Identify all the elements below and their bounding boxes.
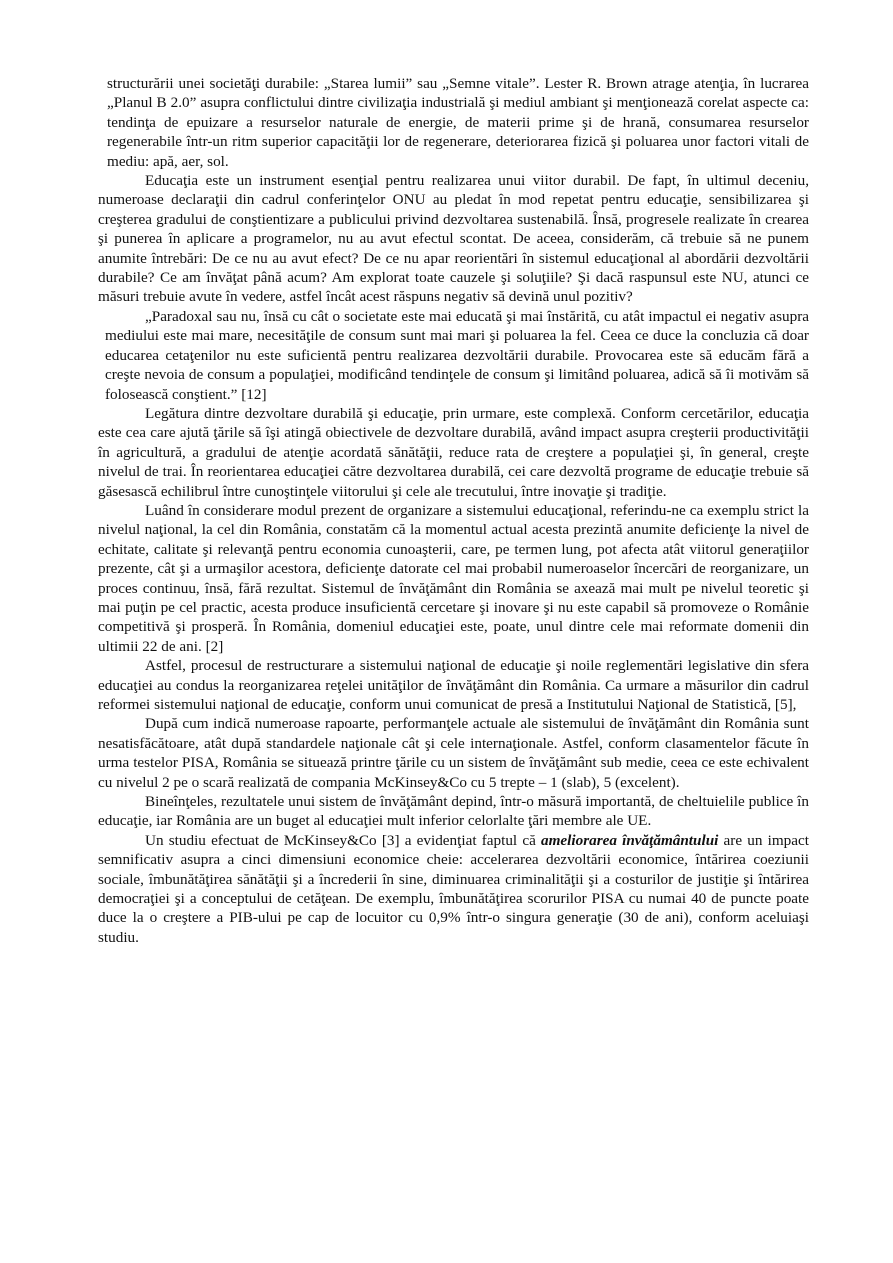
paragraph-restructuring: Astfel, procesul de restructurare a sistemului naţional de educaţie şi noile reglementări legislative din sfera educaţiei au condus la reorganizarea reţelei unităţilor de învăţământ din România. Ca urmare a măsurilor din cadrul reformei sistemului naţional de educaţie, conform unui comunicat de presă a Institutului Naţional de Statistică, [5], (98, 657, 809, 713)
paragraph-education-instrument: Educaţia este un instrument esenţial pentru realizarea unui viitor durabil. De fapt, în ultimul deceniu, numeroase declaraţii din cadrul conferinţelor ONU au pledat în mod repetat pentru educaţie, sensibilizarea şi creşterea gradului de conştientizare a publicului privind dezvoltarea sustenabilă. Însă, progresele realizate în crearea şi punerea în aplicare a programelor, nu au avut efectul scontat. De aceea, considerăm, că trebuie să ne punem anumite întrebări: De ce nu au avut efect? De ce nu apar reorientări în sistemul educaţional al abordării dezvoltării durabile? Ce am învăţat până acum? Am explorat toate cauzele şi soluţiile? Şi dacă raspunsul este NU, atunci ce măsuri trebuie avute în vedere, astfel încât acest răspuns negativ să devină unul pozitiv? (98, 172, 809, 306)
paragraph-text-after: are un impact semnificativ asupra a cinci dimensiuni economice cheie: accelerarea dezvoltării economice, întărirea coeziunii sociale, îmbunătăţirea sănătăţii şi a încrederii în sine, diminuarea criminalităţii şi a costurilor de justiţie şi întărirea democraţiei şi a conceptului de cetăţean. De exemplu, îmbunătăţirea scorurilor PISA cu numai 40 de puncte poate duce la o creştere a PIB-ului pe cap de locuitor cu 0,9% într-o singura generaţie (30 de ani), conform aceluiaşi studiu. (98, 831, 809, 946)
paragraph-sustainable-link: Legătura dintre dezvoltare durabilă şi educaţie, prin urmare, este complexă. Conform cercetărilor, educaţia este cea care ajută ţările să îşi atingă obiectivele de dezvoltare durabilă, având impact asupra creşterii productivităţii în agricultură, a gradului de atenţie acordată sănătăţii, reduce rata de creştere a populaţiei şi, în general, creşte nivelul de trai. În reorientarea educaţiei către dezvoltarea durabilă, cei care dezvoltă programe de educaţie trebuie să găsesască echilibrul între cunoştinţele viitorului şi cele ale trecutului, între inovaţie şi tradiţie. (98, 404, 809, 500)
paragraph-text-before: Un studiu efectuat de McKinsey&Co [3] a evidenţiat faptul că (145, 831, 542, 849)
paragraph-continuation: structurării unei societăţi durabile: „Starea lumii” sau „Semne vitale”. Lester R. Brown atrage atenţia, în lucrarea „Planul B 2.0” asupra conflictului dintre civilizaţia industrială şi mediul ambiant şi menţionează corelat aspecte ca: tendinţa de epuizare a resurselor naturale de energie, de materii prime şi de hrană, consumarea resurselor regenerabile într-un ritm superior capacităţii lor de regenerare, deteriorarea fizică şi poluarea unor factori vitali de mediu: apă, aer, sol. (107, 75, 809, 170)
paragraph-quote-paradox: „Paradoxal sau nu, însă cu cât o societate este mai educată şi mai înstărită, cu atât impactul ei negativ asupra mediului este mai mare, necesităţile de consum sunt mai mari şi poluarea la fel. Ceea ce duce la concluzia că doar educarea cetaţenilor nu este suficientă pentru realizarea dezvoltării durabile. Provocarea este să educăm fără a creşte nevoia de consum a populaţiei, modificând tendinţele de consum şi limitând poluarea, adică să îi motivăm să folosească conştient.” [12] (105, 307, 809, 403)
paragraph-mckinsey-study (98, 831, 809, 947)
paragraph-romania-system: Luând în considerare modul prezent de organizare a sistemului educaţional, referindu-ne ca exemplu strict la nivelul naţional, la cel din România, constatăm că la momentul actual acesta prezintă anumite deficienţe la nivel de echitate, calitate şi relevanţă pentru economia cunoaşterii, care, pe termen lung, pot afecta atât viitorul generaţiilor prezente, cât şi a urmaşilor acestora, deficienţe datorate cel mai probabil numeroaselor încercări de reorganizare, un proces continuu, însă, fără rezultat. Sistemul de învăţământ din România se axează mai mult pe nivelul teoretic şi mai puţin pe cel practic, acesta produce insuficientă cercetare şi inovare şi nu este capabil să promoveze o Românie competitivă şi prosperă. În România, domeniul educaţiei este, poate, unul dintre cele mai reformate domenii din ultimii 22 de ani. [2] (98, 501, 809, 655)
emphasis-text: ameliorarea învăţământului (541, 831, 719, 849)
paragraph-pisa-performance: După cum indică numeroase rapoarte, performanţele actuale ale sistemului de învăţământ din România sunt nesatisfăcătoare, atât după standardele naţionale cât şi cele internaţionale. Astfel, conform clasamentelor făcute în urma testelor PISA, România se situează printre ţările cu un sistem de învăţământ sub medie, ceea ce este echivalent cu nivelul 2 pe o scară realizată de compania McKinsey&Co cu 5 trepte – 1 (slab), 5 (excelent). (98, 715, 809, 791)
paragraph-budget: Bineînţeles, rezultatele unui sistem de învăţământ depind, într-o măsură importantă, de cheltuielile publice în educaţie, iar România are un buget al educaţiei mult inferior celorlalte ţări membre ale UE. (98, 793, 809, 830)
document-page (98, 74, 809, 947)
